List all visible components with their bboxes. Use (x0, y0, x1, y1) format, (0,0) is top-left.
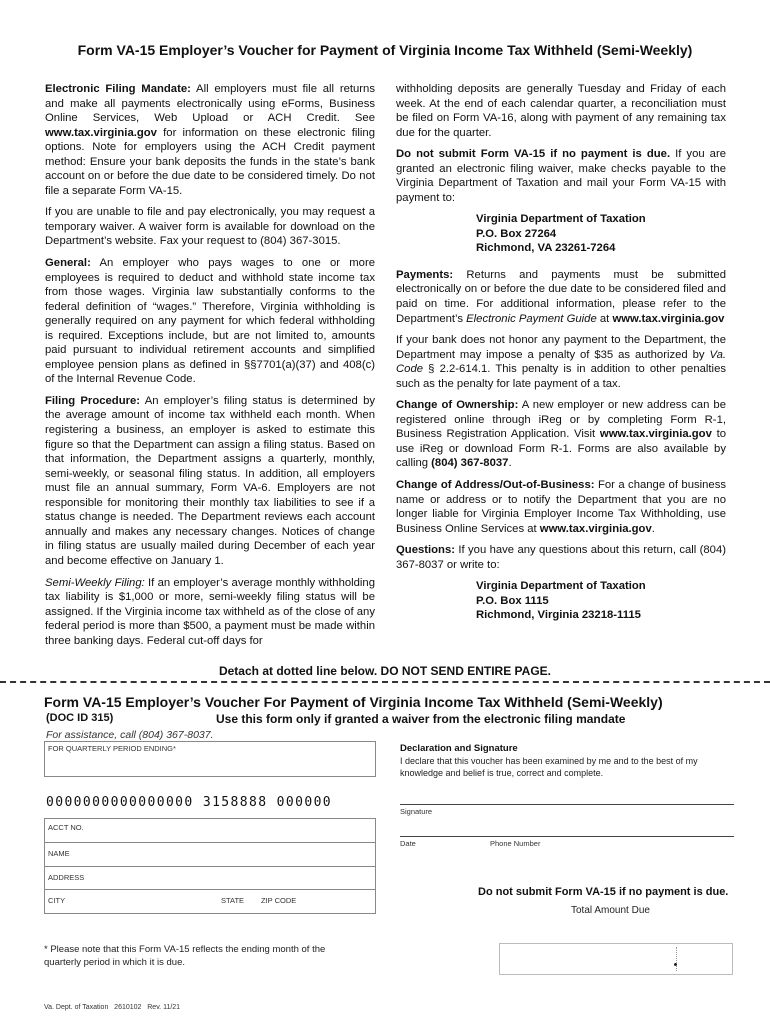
ownership-text-2: to use iReg or download Form R-1. Forms are also available by calling (396, 428, 726, 470)
general-paragraph (45, 256, 375, 387)
address-label: ADDRESS (48, 873, 85, 882)
ownership-heading: Change of Ownership: (396, 399, 519, 412)
penalty-text: If your bank does not honor any payment to the Department, the Department may impose a penalty of $35 as authorized by (396, 334, 726, 361)
ownership-phone: (804) 367-8037 (431, 457, 509, 470)
efile-text: All employers must file all returns and make all payments electronically using eForms, Business Online Services, Web Upload or ACH Credit. See (45, 83, 375, 125)
semi-weekly-heading: Semi-Weekly Filing: (45, 576, 145, 589)
assistance-text: For assistance, call (804) 367-8037. (46, 729, 214, 741)
form-footer: Va. Dept. of Taxation 2610102 Rev. 11/21 (44, 1004, 181, 1011)
efile-paragraph (45, 82, 375, 198)
left-instructions-column (45, 82, 375, 655)
efile-heading: Electronic Filing Mandate: (45, 83, 191, 95)
address-change-paragraph: Change of Address/Out-of-Business: For a change of business name or address or to notify the Department that you are no longer liable for Virginia Employer Income Tax Withholding, use Business Online Services at www.tax.virginia.gov. (396, 478, 726, 535)
payments-heading: Payments: (396, 268, 454, 281)
period-ending-label: FOR QUARTERLY PERIOD ENDING* (48, 744, 176, 753)
general-heading: General: (45, 257, 91, 270)
address-line: Richmond, VA 23261-7264 (476, 242, 616, 255)
detach-dotted-line (0, 681, 770, 683)
payments-text: Returns and payments must be submitted electronically on or before the due date to be considered filed and paid on time. For additional information, please refer to the Department’s (396, 268, 726, 325)
city-label: CITY (48, 896, 66, 905)
semi-weekly-paragraph (45, 576, 375, 649)
account-number-field[interactable] (45, 819, 375, 843)
declaration-text: I declare that this voucher has been examined by me and to the best of my knowledge and belief is true, correct and complete. (400, 756, 698, 778)
filing-text: An employer’s filing status is determined by the average amount of income tax withheld each month. When registering a business, an employer is asked to estimate this figure so that the Department can assign a filing status. Based on that information, the Department assigns a quarterly, monthly, semi-weekly, or seasonal filing status. In addition, all employers must file an annual summary, Form VA-6. Employers are not responsible for monitoring their monthly tax liabilities to see if a status change is needed. The Department reviews each account annually and makes any necessary changes. Notices of change in filing status are usually mailed during December of each year and become effective on January 1. (45, 394, 376, 567)
efile-text-2: for information on these electronic filing options. Note for employers using the ACH Credit payment method: Ensure your bank deposits the funds in the state’s bank account on or before the due date to be considered timely. Do not file a separate Form VA-15. (45, 126, 375, 197)
no-submit-paragraph (396, 147, 726, 205)
detach-instruction: Detach at dotted line below. DO NOT SEND ENTIRE PAGE. (218, 664, 552, 678)
zip-label: ZIP CODE (261, 896, 297, 905)
payments-paragraph (396, 268, 726, 326)
period-ending-field[interactable] (44, 741, 376, 777)
ownership-url[interactable]: www.tax.virginia.gov (599, 428, 712, 441)
mailing-address-questions (396, 579, 726, 623)
penalty-text-2: § 2.2-614.1. This penalty is in addition to other penalties such as the penalty for late payment of a tax. (396, 363, 726, 390)
payments-url[interactable]: www.tax.virginia.gov (612, 312, 725, 325)
mailing-address-payments (396, 212, 726, 256)
date-phone-line[interactable] (400, 836, 734, 837)
total-amount-field[interactable] (499, 943, 733, 975)
state-label: STATE (221, 896, 245, 905)
ocr-scan-line: 0000000000000000 3158888 000000 (46, 795, 333, 810)
continued-paragraph: withholding deposits are generally Tuesday and Friday of each week. At the end of each calendar quarter, a reconciliation must be filed on Form VA-16, along with payment of any remaining tax due for the quarter. (396, 83, 726, 139)
payments-at: at (599, 312, 610, 325)
semi-weekly-text: If an employer’s average monthly withholding tax liability is $1,000 or more, semi-weekly filing status will be assigned. If the Virginia income tax withheld as of the close of any federal period is more than $500, a payment must be made within three banking days. Federal cut-off days for (45, 576, 375, 647)
address-change-heading: Change of Address/Out-of-Business: (396, 478, 595, 491)
cents-divider (676, 947, 677, 971)
questions-paragraph (396, 543, 726, 572)
no-submit-text: If you are granted an electronic filing waiver, make checks payable to the Virginia Department of Taxation and mail your Form VA-15 with payment to: (396, 148, 726, 204)
right-instructions-column (396, 82, 726, 630)
payment-guide-title: Electronic Payment Guide (466, 312, 597, 325)
name-label: NAME (48, 849, 70, 858)
phone-label: Phone Number (490, 839, 541, 848)
penalty-paragraph (396, 333, 726, 391)
ownership-paragraph: Change of Ownership: A new employer or new address can be registered online through iReg or by completing Form R-1, Business Registration Application. Visit www.tax.virginia.gov to use iReg or download Form R-1. Forms are also available by calling (804) 367-8037. (396, 399, 726, 470)
taxpayer-info-box (44, 818, 376, 914)
waiver-paragraph: If you are unable to file and pay electronically, you may request a temporary waiver. A waiver form is available for download on the Department’s website. Fax your request to (804) 367-3015. (45, 206, 375, 248)
filing-heading: Filing Procedure: (45, 394, 141, 407)
efile-url[interactable]: www.tax.virginia.gov (45, 126, 157, 139)
ownership-text: A new employer or new address can be registered online through iReg or by completing Form R-1, Business Registration Application. Visit (396, 399, 726, 441)
filing-paragraph (45, 394, 375, 569)
name-field[interactable] (45, 843, 375, 867)
questions-text: If you have any questions about this return, call (804) 367-8037 or write to: (396, 544, 727, 571)
voucher-title: Form VA-15 Employer’s Voucher For Payment of Virginia Income Tax Withheld (Semi-Weekly) (44, 694, 663, 710)
address-line: Virginia Department of Taxation (476, 580, 646, 593)
questions-heading: Questions: (396, 544, 455, 557)
address-line: Virginia Department of Taxation (476, 213, 646, 226)
account-number-label: ACCT NO. (48, 823, 84, 832)
address-change-url[interactable]: www.tax.virginia.gov (539, 522, 652, 535)
date-label: Date (400, 839, 416, 848)
period-footnote: * Please note that this Form VA-15 reflects the ending month of the quarterly period in which it is due. (44, 944, 326, 968)
address-change-text: For a change of business name or address or to notify the Department that you are no longer liable for Virginia Employer Income Tax Withholding, use Business Online Services at (396, 478, 726, 535)
waiver-notice: Use this form only if granted a waiver from the electronic filing mandate (216, 712, 626, 726)
signature-label: Signature (400, 807, 433, 816)
no-submit-bold: Do not submit Form VA-15 if no payment is due. (396, 148, 671, 161)
no-payment-notice: Do not submit Form VA-15 if no payment is due. (478, 886, 729, 898)
decimal-point (674, 963, 677, 966)
declaration-heading: Declaration and Signature (400, 743, 518, 754)
total-amount-label: Total Amount Due (571, 905, 650, 916)
address-line: Richmond, Virginia 23218-1115 (476, 609, 641, 622)
penalty-code: Va. Code (396, 348, 726, 376)
doc-id: (DOC ID 315) (46, 712, 114, 724)
address-line: P.O. Box 27264 (476, 227, 557, 240)
city-state-zip-field[interactable] (45, 890, 375, 913)
address-line: P.O. Box 1115 (476, 594, 549, 607)
address-field[interactable] (45, 867, 375, 890)
signature-line[interactable] (400, 804, 734, 805)
page-title: Form VA-15 Employer’s Voucher for Payment of Virginia Income Tax Withheld (Semi-Weekly) (77, 42, 693, 58)
general-text: An employer who pays wages to one or more employees is required to deduct and withhold state income tax from those wages. Virginia law substantially conforms to the federal definition of “wages.” Therefore, Virginia withholding is generally required on any payment for which federal withholding is required. Exceptions include, but are not limited to, amounts paid pursuant to individual retirement accounts and simplified employee pension plans as defined in §§7701(a)(37) and 408(c) of the Internal Revenue Code. (45, 257, 375, 386)
